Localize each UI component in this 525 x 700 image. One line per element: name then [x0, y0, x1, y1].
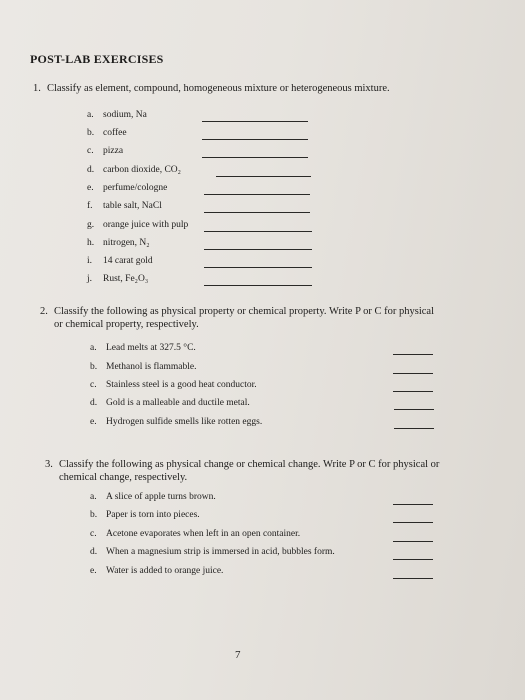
answer-blank[interactable]	[204, 249, 312, 250]
answer-blank[interactable]	[394, 409, 434, 410]
q1-item-e	[87, 183, 167, 193]
answer-blank[interactable]	[202, 121, 308, 122]
item-letter: e.	[87, 183, 94, 193]
item-letter: e.	[90, 417, 97, 427]
q1-item-i	[87, 256, 153, 266]
answer-blank[interactable]	[393, 391, 433, 392]
item-text: table salt, NaCl	[103, 201, 162, 211]
q1-item-f	[87, 201, 162, 211]
answer-blank[interactable]	[393, 559, 433, 560]
item-letter: g.	[87, 220, 95, 230]
q1-item-h	[87, 238, 150, 248]
q3-item-c	[90, 529, 300, 539]
page-number: 7	[235, 649, 241, 661]
item-letter: d.	[90, 398, 98, 408]
answer-blank[interactable]	[393, 522, 433, 523]
item-text: Hydrogen sulfide smells like rotten eggs.	[106, 417, 263, 427]
item-text: coffee	[103, 128, 127, 138]
item-letter: c.	[90, 380, 97, 390]
q1-item-b	[87, 128, 127, 138]
item-text: Methanol is flammable.	[106, 362, 197, 372]
item-letter: a.	[90, 492, 97, 502]
item-letter: c.	[87, 146, 94, 156]
question-text: Classify as element, compound, homogeneous mixture or heterogeneous mixture.	[47, 83, 390, 94]
item-letter: a.	[87, 110, 94, 120]
item-text: Stainless steel is a good heat conductor.	[106, 380, 257, 390]
item-letter: j.	[87, 274, 93, 284]
answer-blank[interactable]	[393, 578, 433, 579]
item-text: 14 carat gold	[103, 256, 153, 266]
item-letter: i.	[87, 256, 93, 266]
question-number: 2.	[40, 306, 48, 317]
q1-item-g	[87, 220, 188, 230]
answer-blank[interactable]	[204, 194, 310, 195]
q3-item-b	[90, 510, 200, 520]
page-title: POST-LAB EXERCISES	[30, 52, 164, 66]
answer-blank[interactable]	[216, 176, 311, 177]
q3-item-d	[90, 547, 335, 557]
q3-item-a	[90, 492, 216, 502]
q1-item-j	[87, 274, 148, 284]
answer-blank[interactable]	[202, 157, 308, 158]
item-letter: c.	[90, 529, 97, 539]
answer-blank[interactable]	[204, 212, 310, 213]
item-text: Paper is torn into pieces.	[106, 510, 200, 520]
answer-blank[interactable]	[393, 354, 433, 355]
q1-item-d	[87, 165, 181, 175]
answer-blank[interactable]	[204, 267, 312, 268]
item-text: perfume/cologne	[103, 183, 168, 193]
item-text: Water is added to orange juice.	[106, 566, 224, 576]
item-text: orange juice with pulp	[103, 220, 189, 230]
question-text-line-1: Classify the following as physical change or chemical change. Write P or C for physical or	[59, 459, 440, 470]
item-text: A slice of apple turns brown.	[106, 492, 216, 502]
question-number: 1.	[33, 83, 41, 94]
item-letter: b.	[87, 128, 95, 138]
answer-blank[interactable]	[204, 285, 312, 286]
item-text: carbon dioxide, CO₂	[103, 165, 181, 175]
q2-item-d	[90, 398, 250, 408]
question-text-line-2: or chemical property, respectively.	[54, 319, 199, 330]
item-letter: d.	[90, 547, 98, 557]
item-letter: b.	[90, 362, 98, 372]
answer-blank[interactable]	[202, 139, 308, 140]
item-letter: h.	[87, 238, 95, 248]
item-text: Rust, Fe₂O₃	[103, 274, 149, 284]
q2-item-b	[90, 362, 197, 372]
item-letter: a.	[90, 343, 97, 353]
item-letter: b.	[90, 510, 98, 520]
question-text-line-1: Classify the following as physical property or chemical property. Write P or C for physical	[54, 306, 435, 317]
item-letter: f.	[87, 201, 93, 211]
q1-item-a	[87, 110, 147, 120]
question-number: 3.	[45, 459, 53, 470]
item-text: nitrogen, N₂	[103, 238, 150, 248]
answer-blank[interactable]	[394, 428, 434, 429]
item-text: When a magnesium strip is immersed in acid, bubbles form.	[106, 547, 335, 557]
answer-blank[interactable]	[204, 231, 312, 232]
item-text: Gold is a malleable and ductile metal.	[106, 398, 250, 408]
answer-blank[interactable]	[393, 504, 433, 505]
answer-blank[interactable]	[393, 373, 433, 374]
answer-blank[interactable]	[393, 541, 433, 542]
question-text-line-2: chemical change, respectively.	[59, 472, 188, 483]
q3-item-e	[90, 566, 223, 576]
item-text: Acetone evaporates when left in an open container.	[106, 529, 301, 539]
item-letter: d.	[87, 165, 95, 175]
q2-item-e	[90, 417, 262, 427]
item-text: pizza	[103, 146, 124, 156]
item-text: Lead melts at 327.5 °C.	[106, 343, 196, 353]
item-letter: e.	[90, 566, 97, 576]
q2-item-c	[90, 380, 257, 390]
q2-item-a	[90, 343, 196, 353]
item-text: sodium, Na	[103, 110, 147, 120]
q1-item-c	[87, 146, 123, 156]
